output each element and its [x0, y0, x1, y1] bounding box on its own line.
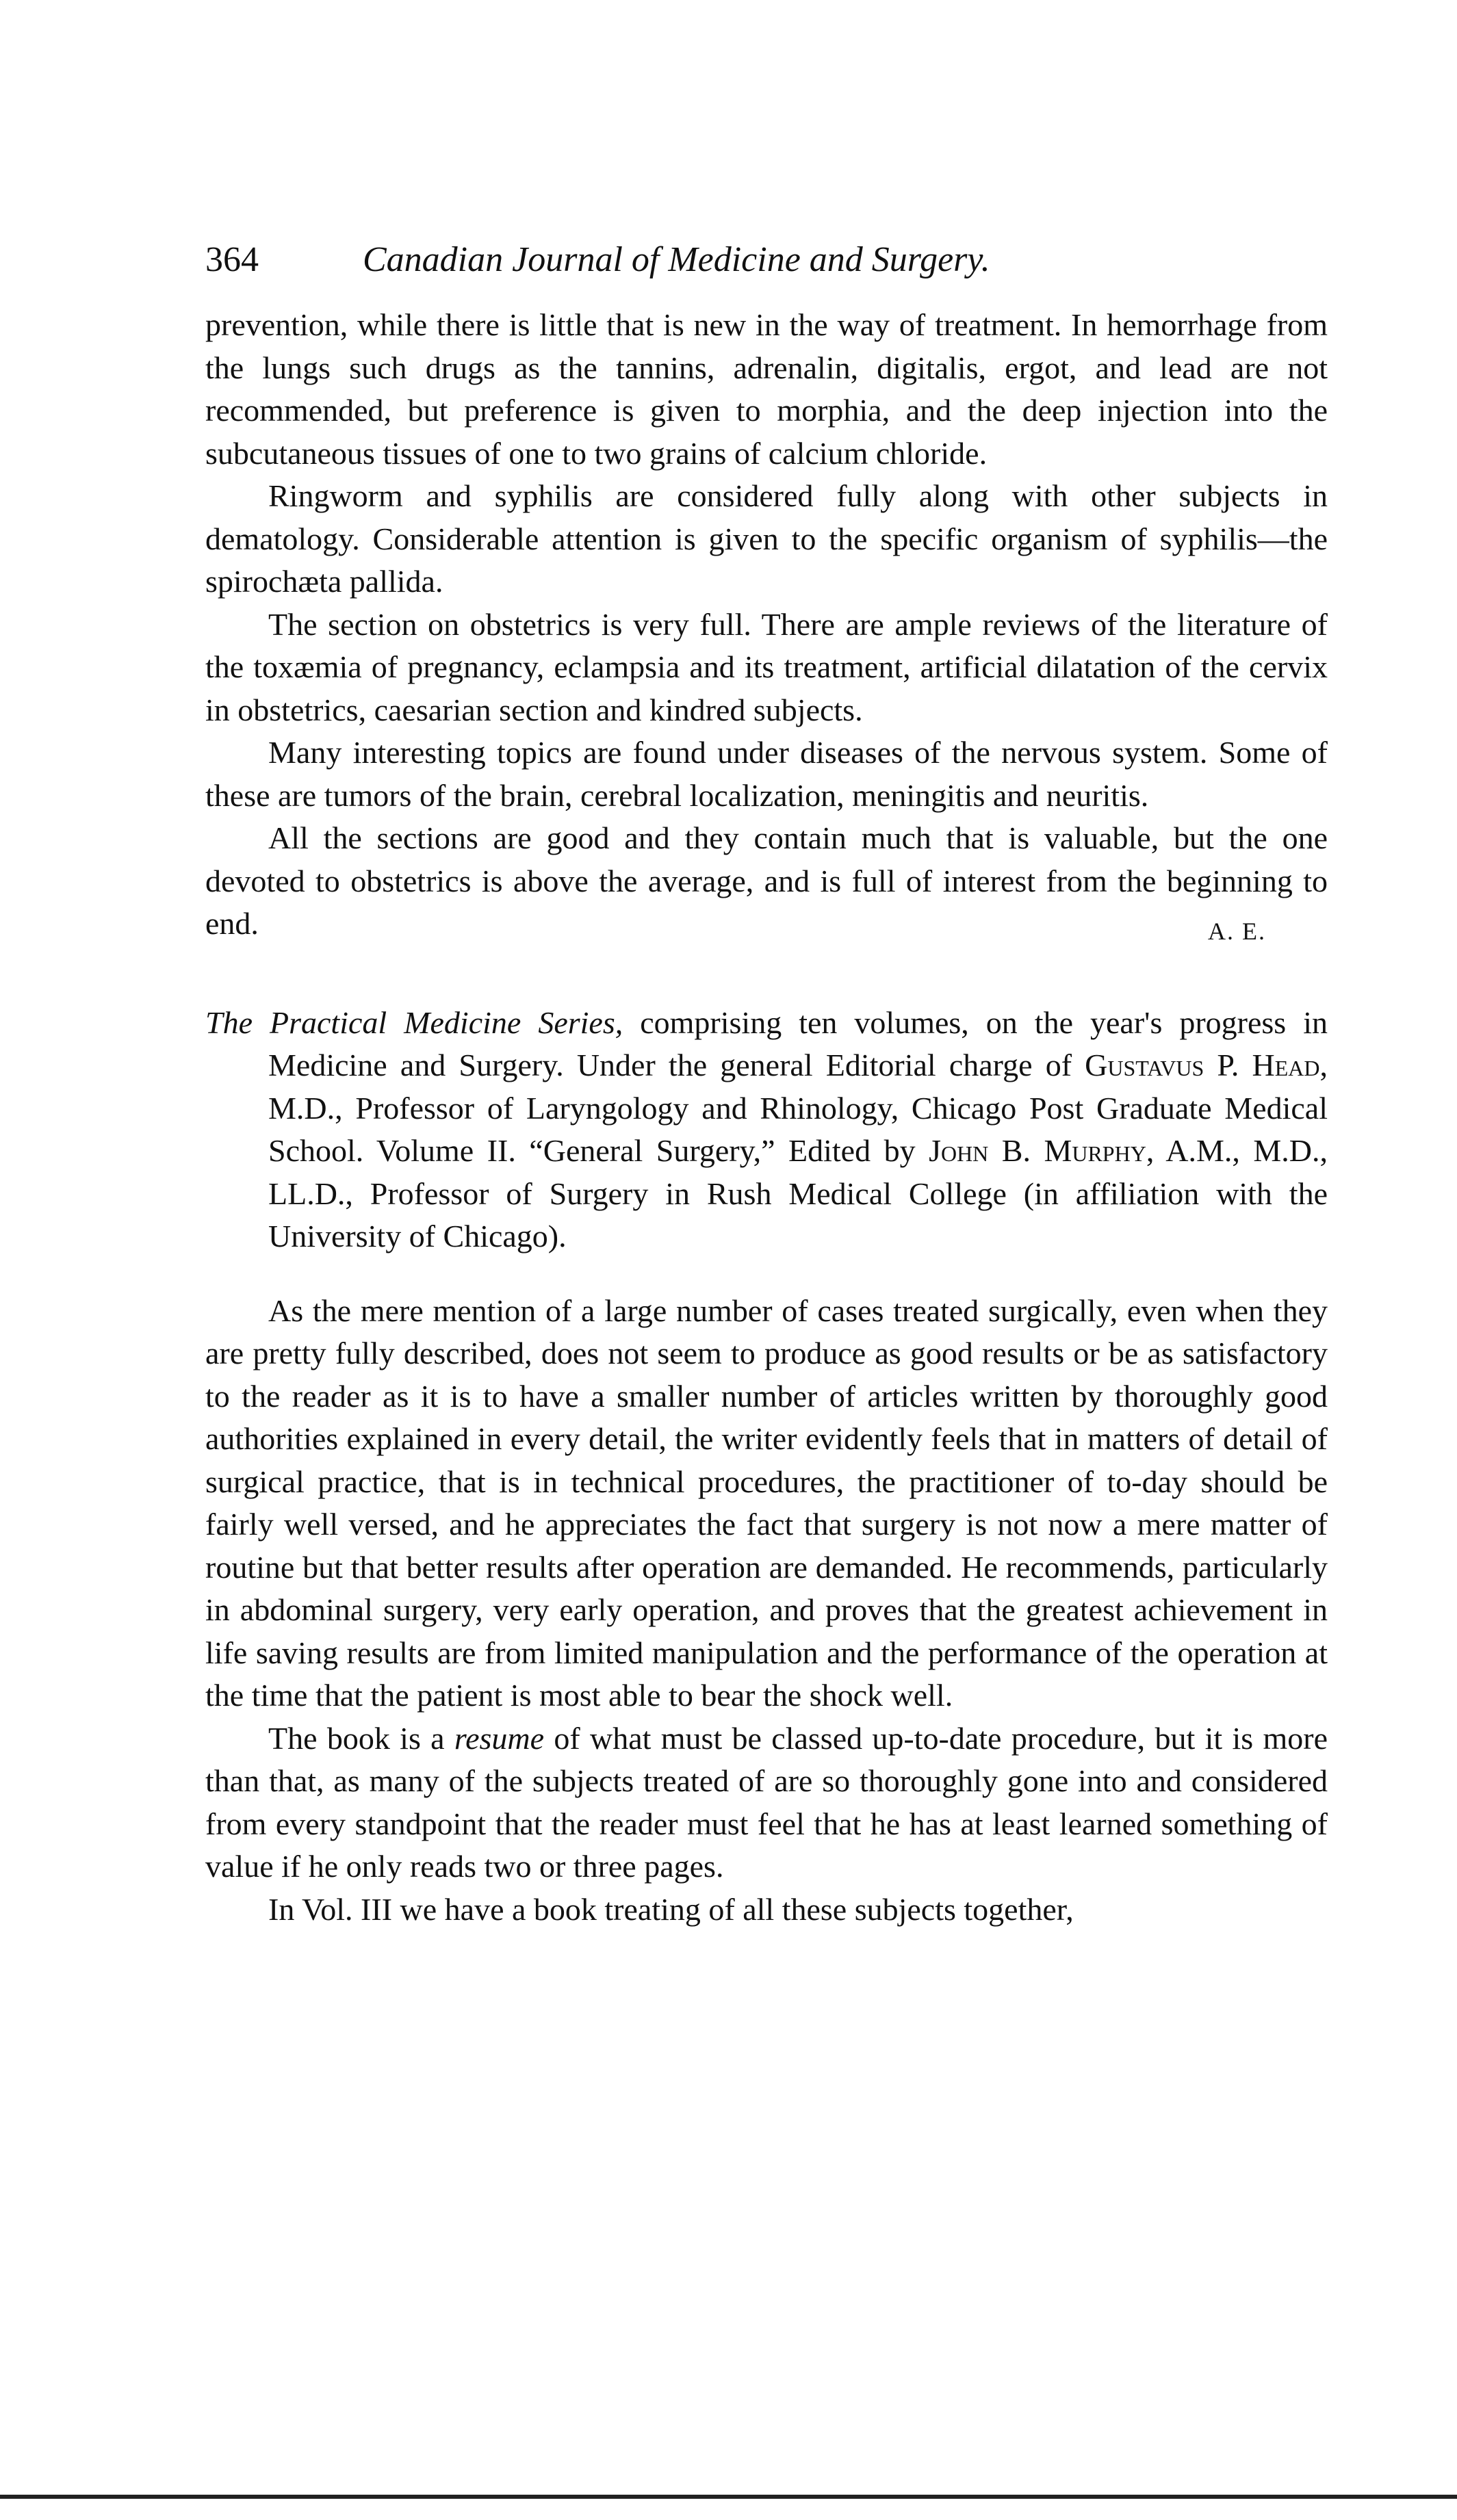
editor-name: Gustavus P. Head, — [1085, 1048, 1328, 1082]
reviewer-initials: A. E. — [1208, 917, 1266, 945]
resume-text-start: The book is a — [268, 1720, 454, 1756]
closing-paragraph-block — [205, 817, 1328, 946]
paragraph-nervous-system: Many interesting topics are found under diseases of the nervous system. Some of these are tumors of the brain, cerebral localization, meningitis and neuritis. — [205, 735, 1328, 813]
resume-text-end: of what must be classed up-to-date procedure, but it is more than that, as many of the subjects treated of are so thoroughly gone into and considered from every standpoint that the reader must feel that he has at least learned something of value if he only reads two or three pages. — [205, 1720, 1328, 1884]
journal-title: Canadian Journal of Medicine and Surgery. — [363, 240, 990, 279]
book-review-heading — [205, 1002, 1328, 1258]
heading-text-part3: A.M., M.D., LL.D., Professor of Surgery in Rush Medical College (in affiliation with the University of Chicago). — [268, 1133, 1328, 1253]
volume-editor-name: John B. Murphy, — [929, 1133, 1155, 1168]
running-head — [205, 233, 1328, 287]
review-paragraph-resume — [205, 1717, 1328, 1888]
resume-italic-word: resume — [454, 1720, 545, 1756]
paragraph-treatment: prevention, while there is little that is new in the way of treatment. In hemorrhage from the lungs such drugs as the tannins, adrenalin, digitalis, ergot, and lead are not recommended, but preference is given to morphia, and the deep injection into the subcutaneous tissues of one to two grains of calcium chloride. — [205, 307, 1328, 471]
page-bottom-rule — [0, 2495, 1457, 2499]
document-page — [205, 233, 1328, 1931]
review-paragraph-volume-three: In Vol. III we have a book treating of all these subjects together, — [268, 1891, 1074, 1927]
heading-text-part1: comprising ten volumes, on the year's progress in Medicine and Surgery. Under the general Editorial charge of — [268, 1004, 1328, 1082]
paragraph-dermatology: Ringworm and syphilis are considered fully along with other subjects in dematology. Considerable attention is given to the specific organism of syphilis—the spirochæta pallida. — [205, 478, 1328, 599]
heading-text-part2: M.D., Professor of Laryngology and Rhinology, Chicago Post Graduate Medical School. Volume II. “General Surgery,” Edited by — [268, 1090, 1328, 1168]
review-paragraph-surgery: As the mere mention of a large number of cases treated surgically, even when they are pretty fully described, does not seem to produce as good results or be as satisfactory to the reader as it is to have a smaller number of articles written by thoroughly good authorities explained in every detail, the writer evidently feels that in matters of detail of surgical practice, that is in technical procedures, the practitioner of to-day should be fairly well versed, and he appreciates the fact that surgery is not now a mere matter of routine but that better results after operation are demanded. He recommends, particularly in abdominal surgery, very early operation, and proves that the greatest achievement in life saving results are from limited manipulation and the performance of the operation at the time that the patient is most able to bear the shock well. — [205, 1293, 1328, 1713]
paragraph-obstetrics: The section on obstetrics is very full. There are ample reviews of the literature of the toxæmia of pregnancy, eclampsia and its treatment, artificial dilatation of the cervix in obstetrics, caesarian section and kindred subjects. — [205, 606, 1328, 727]
paragraph-summary: All the sections are good and they contain much that is valuable, but the one devoted to obstetrics is above the average, and is full of interest from the beginning to end. — [205, 820, 1328, 941]
book-title: The Practical Medicine Series, — [205, 1004, 623, 1040]
page-number: 364 — [205, 240, 259, 279]
